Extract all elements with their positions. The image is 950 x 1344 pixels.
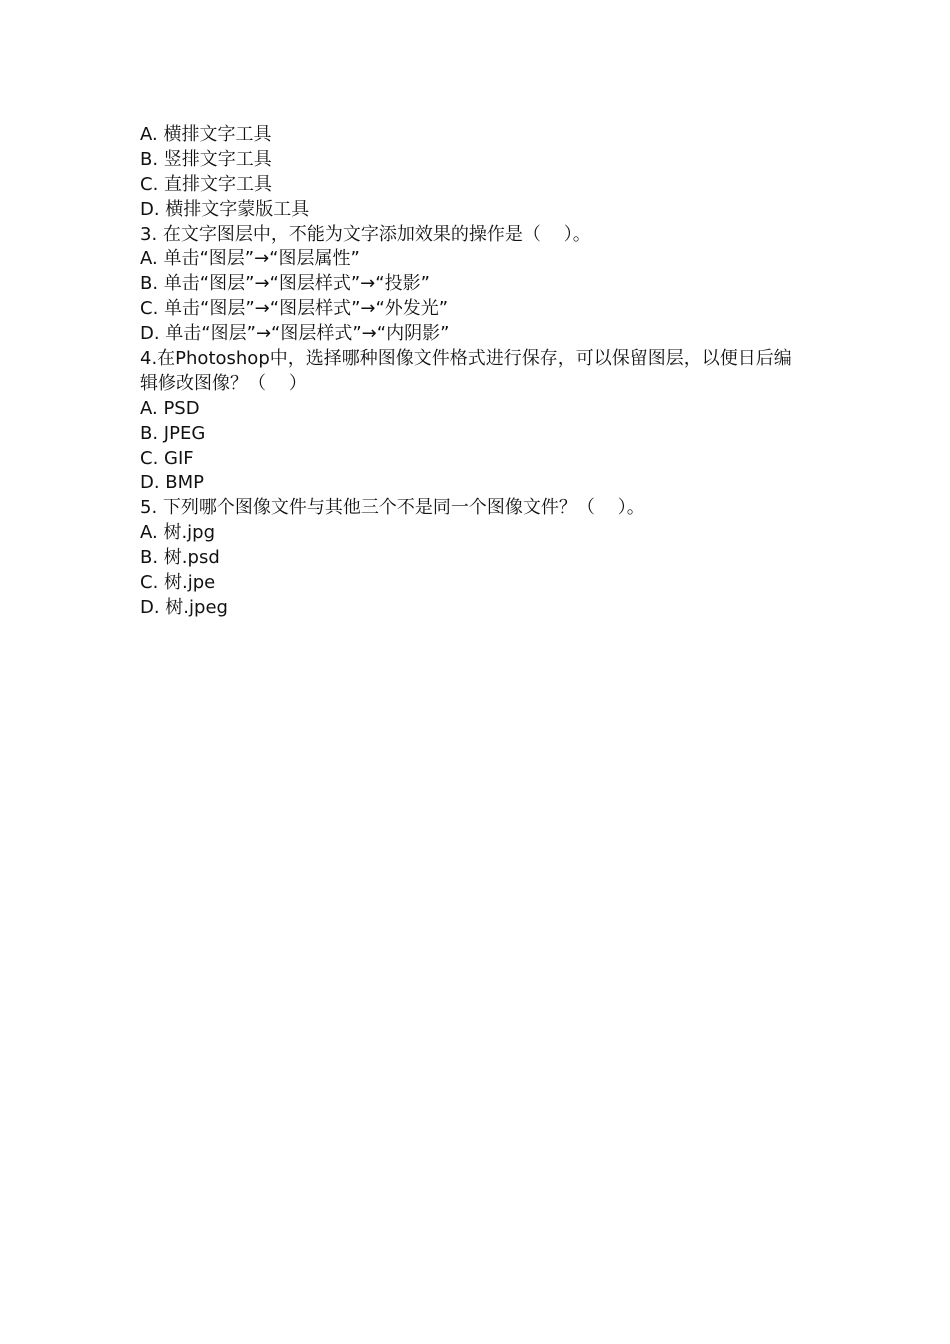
question-3: 3. 在文字图层中，不能为文字添加效果的操作是（ ）。: [140, 223, 591, 245]
question-3-option-b: B. 单击“图层”→“图层样式”→“投影”: [140, 273, 430, 295]
question-3-option-a: A. 单击“图层”→“图层属性”: [140, 248, 360, 270]
question-4-line-1: 4.在Photoshop中，选择哪种图像文件格式进行保存，可以保留图层，以便日后编: [140, 348, 792, 370]
document-body: [140, 123, 820, 621]
option-a-text-tool: A. 横排文字工具: [140, 124, 272, 145]
option-c-text-tool: C. 直排文字工具: [140, 173, 273, 195]
question-5-option-c: C. 树.jpe: [140, 572, 216, 594]
question-5-option-d: D. 树.jpeg: [140, 596, 228, 618]
question-5-option-a: A. 树.jpg: [140, 522, 216, 544]
question-3-option-d: D. 单击“图层”→“图层样式”→“内阴影”: [140, 323, 450, 345]
question-4-option-c: C. GIF: [140, 447, 194, 469]
question-4-option-b: B. JPEG: [140, 422, 206, 444]
option-d-text-tool: D. 横排文字蒙版工具: [140, 198, 310, 220]
question-5: 5. 下列哪个图像文件与其他三个不是同一个图像文件？（ ）。: [140, 497, 645, 519]
question-3-option-c: C. 单击“图层”→“图层样式”→“外发光”: [140, 298, 449, 320]
question-5-option-b: B. 树.psd: [140, 547, 220, 569]
question-4-option-a: A. PSD: [140, 397, 200, 419]
question-4-line-2: 辑修改图像？（ ）: [140, 372, 307, 394]
question-4-option-d: D. BMP: [140, 472, 205, 494]
option-b-text-tool: B. 竖排文字工具: [140, 148, 272, 170]
